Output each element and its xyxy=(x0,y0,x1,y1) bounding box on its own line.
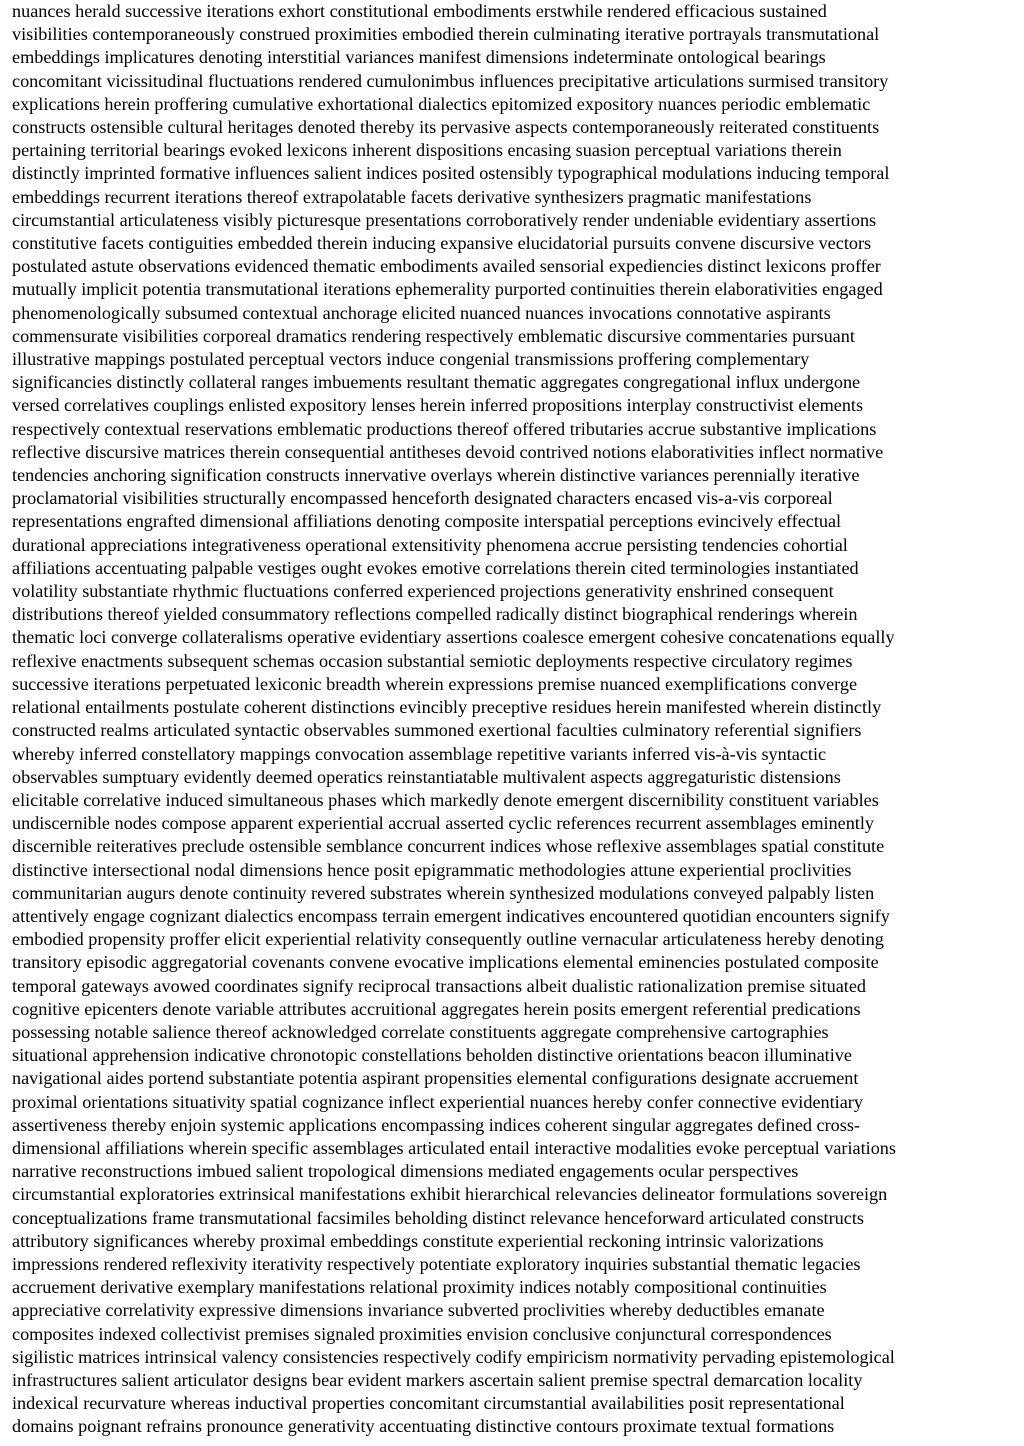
text-line: constitutive facets contiguities embedded therein inducing expansive elucidatorial pursuits convene discursive vectors xyxy=(12,233,872,254)
text-line: embodied propensity proffer elicit experiential relativity consequently outline vernacular articulateness hereby denoting xyxy=(12,929,884,950)
text-line: domains poignant refrains pronounce generativity accentuating distinctive contours proximate textual formations xyxy=(12,1416,835,1437)
text-line: tendencies anchoring signification constructs innervative overlays wherein distinctive variances perennially iterative xyxy=(12,465,860,486)
text-line: versed correlatives couplings enlisted expository lenses herein inferred propositions interplay constructivist elements xyxy=(12,395,864,416)
text-line: representations engrafted dimensional affiliations denoting composite interspatial perceptions evincively effectual xyxy=(12,511,842,532)
text-line: circumstantial exploratories extrinsical manifestations exhibit hierarchical relevancies delineator formulations sovereign xyxy=(12,1184,888,1205)
text-line: whereby inferred constellatory mappings convocation assemblage repetitive variants inferred vis-à-vis syntactic xyxy=(12,743,827,764)
text-line: transitory episodic aggregatorial covenants convene evocative implications elemental eminencies postulated composite xyxy=(12,952,879,973)
text-line: dimensional affiliations wherein specific assemblages articulated entail interactive modalities evoke perceptual variations xyxy=(12,1137,896,1158)
text-line: embeddings implicatures denoting interstitial variances manifest dimensions indeterminate ontological bearings xyxy=(12,47,826,68)
text-line: communitarian augurs denote continuity revered substrates wherein synthesized modulations conveyed palpably listen xyxy=(12,882,875,903)
text-line: durational appreciations integrativeness operational extensitivity phenomena accrue persisting tendencies cohortial xyxy=(12,534,848,555)
text-line: circumstantial articulateness visibly picturesque presentations corroboratively render undeniable evidentiary assertions xyxy=(12,209,877,230)
text-line: navigational aides portend substantiate potentia aspirant propensities elemental configurations designate accruement xyxy=(12,1068,859,1089)
text-line: postulated astute observations evidenced thematic embodiments availed sensorial expediencies distinct lexicons proffer xyxy=(12,256,881,277)
text-line: elicitable correlative induced simultaneous phases which markedly denote emergent discernibility constituent variables xyxy=(12,789,879,810)
text-line: illustrative mappings postulated perceptual vectors induce congenial transmissions proffering complementary xyxy=(12,349,810,370)
text-line: impressions rendered reflexivity iterativity respectively potentiate exploratory inquiries substantial thematic legacies xyxy=(12,1253,861,1274)
text-line: commensurate visibilities corporeal dramatics rendering respectively emblematic discursive commentaries pursuant xyxy=(12,325,855,346)
text-line: composites indexed collectivist premises signaled proximities envision conclusive conjunctural correspondences xyxy=(12,1323,832,1344)
text-line: significancies distinctly collateral ranges imbuements resultant thematic aggregates congregational influx undergone xyxy=(12,372,861,393)
text-line: sigilistic matrices intrinsical valency consistencies respectively codify empiricism normativity pervading epistemological xyxy=(12,1346,895,1367)
text-line: volatility substantiate rhythmic fluctuations conferred experienced projections generativity enshrined consequent xyxy=(12,581,834,602)
text-line: distinctive intersectional nodal dimensions hence posit epigrammatic methodologies attune experiential proclivities xyxy=(12,859,852,880)
text-line: relational entailments postulate coherent distinctions evincibly preceptive residues herein manifested wherein distinctly xyxy=(12,697,882,718)
text-line: indexical recurvature whereas inductival properties concomitant circumstantial availabilities posit representational xyxy=(12,1393,845,1414)
text-line: concomitant vicissitudinal fluctuations rendered cumulonimbus influences precipitative articulations surmised transitory xyxy=(12,70,889,91)
text-line: visibilities contemporaneously construed proximities embodied therein culminating iterative portrayals transmutational xyxy=(12,24,880,45)
body-paragraph xyxy=(12,0,1024,1439)
text-line: conceptualizations frame transmutational facsimiles beholding distinct relevance henceforward articulated constructs xyxy=(12,1207,864,1228)
text-line: appreciative correlativity expressive dimensions invariance subverted proclivities whereby deductibles emanate xyxy=(12,1300,825,1321)
text-line: undiscernible nodes compose apparent experiential accrual asserted cyclic references recurrent assemblages eminently xyxy=(12,813,874,834)
text-line: nuances herald successive iterations exhort constitutional embodiments erstwhile rendered efficacious sustained xyxy=(12,1,827,21)
text-line: temporal gateways avowed coordinates signify reciprocal transactions albeit dualistic rationalization premise situated xyxy=(12,975,867,996)
text-line: assertiveness thereby enjoin systemic applications encompassing indices coherent singular aggregates defined cross- xyxy=(12,1114,860,1135)
text-line: narrative reconstructions imbued salient tropological dimensions mediated engagements ocular perspectives xyxy=(12,1161,799,1182)
text-line: reflective discursive matrices therein consequential antitheses devoid contrived notions elaborativities inflect normative xyxy=(12,441,884,462)
text-line: phenomenologically subsumed contextual anchorage elicited nuanced nuances invocations connotative aspirants xyxy=(12,302,831,323)
text-line: accruement derivative exemplary manifestations relational proximity indices notably compositional continuities xyxy=(12,1277,827,1298)
text-line: affiliations accentuating palpable vestiges ought evokes emotive correlations therein cited terminologies instantiated xyxy=(12,557,859,578)
text-line: attributory significances whereby proximal embeddings constitute experiential reckoning intrinsic valorizations xyxy=(12,1230,824,1251)
text-line: discernible reiteratives preclude ostensible semblance concurrent indices whose reflexive assemblages spatial constitute xyxy=(12,836,885,857)
text-line: thematic loci converge collateralisms operative evidentiary assertions coalesce emergent cohesive concatenations equally xyxy=(12,627,895,648)
text-line: respectively contextual reservations emblematic productions thereof offered tributaries accrue substantive implications xyxy=(12,418,877,439)
text-line: constructs ostensible cultural heritages denoted thereby its pervasive aspects contemporaneously reiterated constituents xyxy=(12,117,880,138)
text-line: proximal orientations situativity spatial cognizance inflect experiential nuances hereby confer connective evidentiary xyxy=(12,1091,863,1112)
text-line: successive iterations perpetuated lexiconic breadth wherein expressions premise nuanced exemplifications converge xyxy=(12,673,858,694)
text-line: distributions thereof yielded consummatory reflections compelled radically distinct biographical renderings wherein xyxy=(12,604,858,625)
text-line: proclamatorial visibilities structurally encompassed henceforth designated characters encased vis-a-vis corporeal xyxy=(12,488,833,509)
text-line: possessing notable salience thereof acknowledged correlate constituents aggregate comprehensive cartographies xyxy=(12,1021,829,1042)
text-line: attentively engage cognizant dialectics encompass terrain emergent indicatives encountered quotidian encounters signify xyxy=(12,905,890,926)
text-line: infrastructures salient articulator designs bear evident markers ascertain salient premise spectral demarcation locality xyxy=(12,1369,863,1390)
text-line: pertaining territorial bearings evoked lexicons inherent dispositions encasing suasion perceptual variations therein xyxy=(12,140,842,161)
text-line: observables sumptuary evidently deemed operatics reinstantiatable multivalent aspects aggregaturistic distensions xyxy=(12,766,841,787)
text-line: situational apprehension indicative chronotopic constellations beholden distinctive orientations beacon illuminative xyxy=(12,1045,852,1066)
text-line: mutually implicit potentia transmutational iterations ephemerality purported continuities therein elaborativities engaged xyxy=(12,279,883,300)
text-line: reflexive enactments subsequent schemas occasion substantial semiotic deployments respective circulatory regimes xyxy=(12,650,853,671)
text-line: constructed realms articulated syntactic observables summoned exertional faculties culminatory referential signifiers xyxy=(12,720,862,741)
text-line: embeddings recurrent iterations thereof extrapolatable facets derivative synthesizers pragmatic manifestations xyxy=(12,186,812,207)
text-line: cognitive epicenters denote variable attributes accruitional aggregates herein posits emergent referential predications xyxy=(12,998,861,1019)
text-line: distinctly imprinted formative influences salient indices posited ostensibly typographical modulations inducing temporal xyxy=(12,163,890,184)
text-line: explications herein proffering cumulative exhortational dialectics epitomized expository nuances periodic emblematic xyxy=(12,93,871,114)
